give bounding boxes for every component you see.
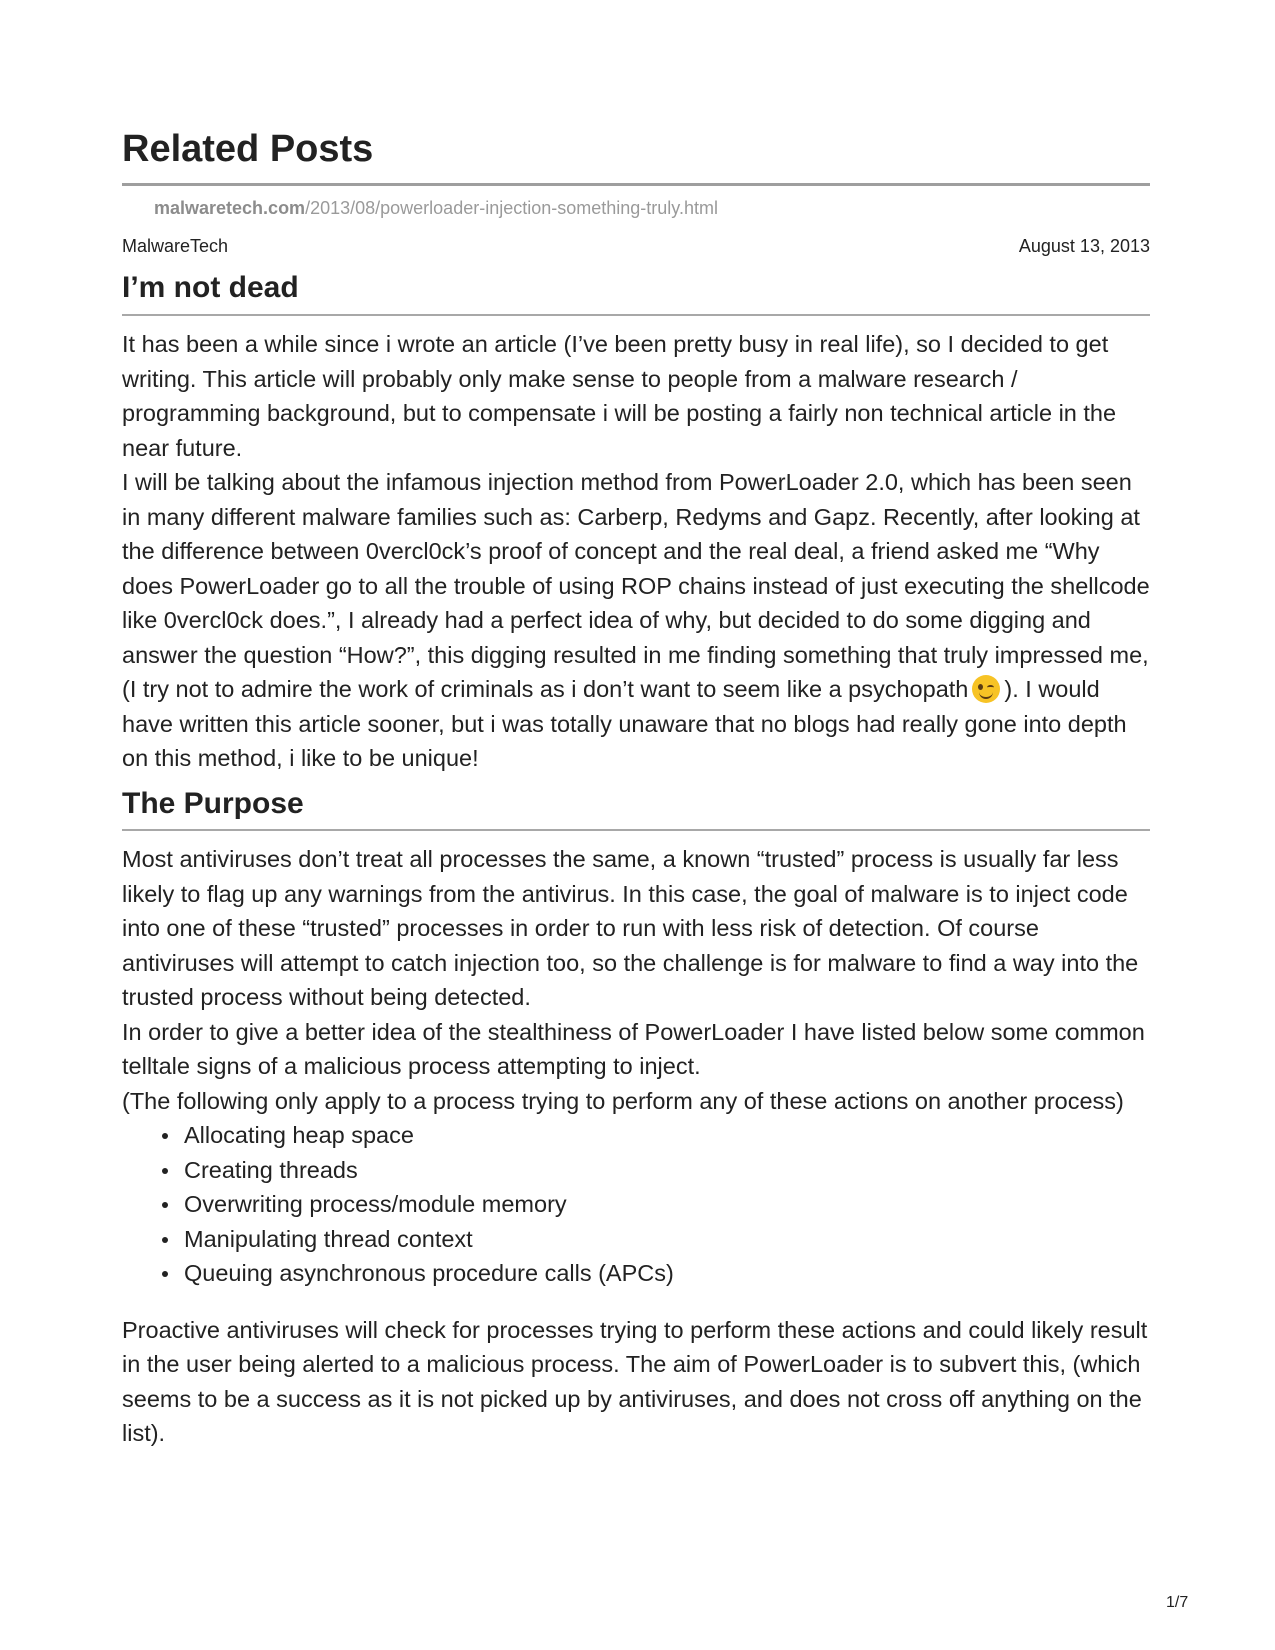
section-divider	[122, 314, 1150, 316]
paragraph-text: I will be talking about the infamous injection method from PowerLoader 2.0, which has been seen in many different malware families such as: Carberp, Redyms and Gapz. Recently, after looking at the difference between 0vercl0ck’s proof of concept and the real deal, a friend asked me “Why does PowerLoader go to all the trouble of using ROP chains instead of just executing the shellcode like 0vercl0ck does.”, I already had a perfect idea of why, but decided to do some digging and answer the question “How?”, this digging resulted in me finding something that truly impressed me, (I try not to admire the work of criminals as i don’t want to seem like a psychopath	[122, 469, 1150, 702]
paragraph: Most antiviruses don’t treat all processes the same, a known “trusted” process is usually far less likely to flag up any warnings from the antivirus. In this case, the goal of malware is to inject code into one of these “trusted” processes in order to run with less risk of detection. Of course antiviruses will attempt to catch injection too, so the challenge is for malware to find a way into the trusted process without being detected.	[122, 846, 1139, 1010]
paragraph: Proactive antiviruses will check for processes trying to perform these actions and could likely result in the user being alerted to a malicious process. The aim of PowerLoader is to subvert this, (which seems to be a success as it is not picked up by antiviruses, and does not cross off anything on the list).	[122, 1316, 1148, 1446]
section-body-the-purpose	[122, 842, 1150, 1451]
list-item: Allocating heap space	[184, 1118, 1150, 1153]
url-path: /2013/08/powerloader-injection-something-truly.html	[305, 198, 718, 218]
list-item: Queuing asynchronous procedure calls (APCs)	[184, 1256, 1150, 1291]
wink-emoji-icon	[972, 675, 1000, 703]
page-title: Related Posts	[122, 128, 374, 170]
paragraph-text: ). I would have written this article sooner, but i was totally unaware that no blogs had really gone into depth on this method, i like to be unique!	[122, 676, 1127, 771]
list-item: Manipulating thread context	[184, 1222, 1150, 1257]
section-body-im-not-dead	[122, 327, 1150, 776]
page-number: 1/7	[1166, 1594, 1189, 1611]
title-divider	[122, 183, 1150, 186]
source-url[interactable]	[154, 196, 718, 220]
post-author: MalwareTech	[122, 236, 229, 256]
post-date: August 13, 2013	[1018, 236, 1150, 256]
list-item: Creating threads	[184, 1153, 1150, 1188]
injection-signs-list	[122, 1118, 1150, 1291]
section-title-the-purpose: The Purpose	[122, 787, 304, 820]
paragraph: It has been a while since i wrote an article (I’ve been pretty busy in real life), so I decided to get writing. This article will probably only make sense to people from a malware research / programming background, but to compensate i will be posting a fairly non technical article in the near future.	[122, 331, 1117, 461]
list-item: Overwriting process/module memory	[184, 1187, 1150, 1222]
section-divider	[122, 829, 1150, 831]
paragraph	[122, 465, 1150, 776]
paragraph: (The following only apply to a process trying to perform any of these actions on another process)	[122, 1087, 1124, 1114]
url-domain: malwaretech.com	[154, 198, 306, 218]
section-title-im-not-dead: I’m not dead	[122, 271, 299, 304]
paragraph: In order to give a better idea of the stealthiness of PowerLoader I have listed below some common telltale signs of a malicious process attempting to inject.	[122, 1018, 1145, 1079]
